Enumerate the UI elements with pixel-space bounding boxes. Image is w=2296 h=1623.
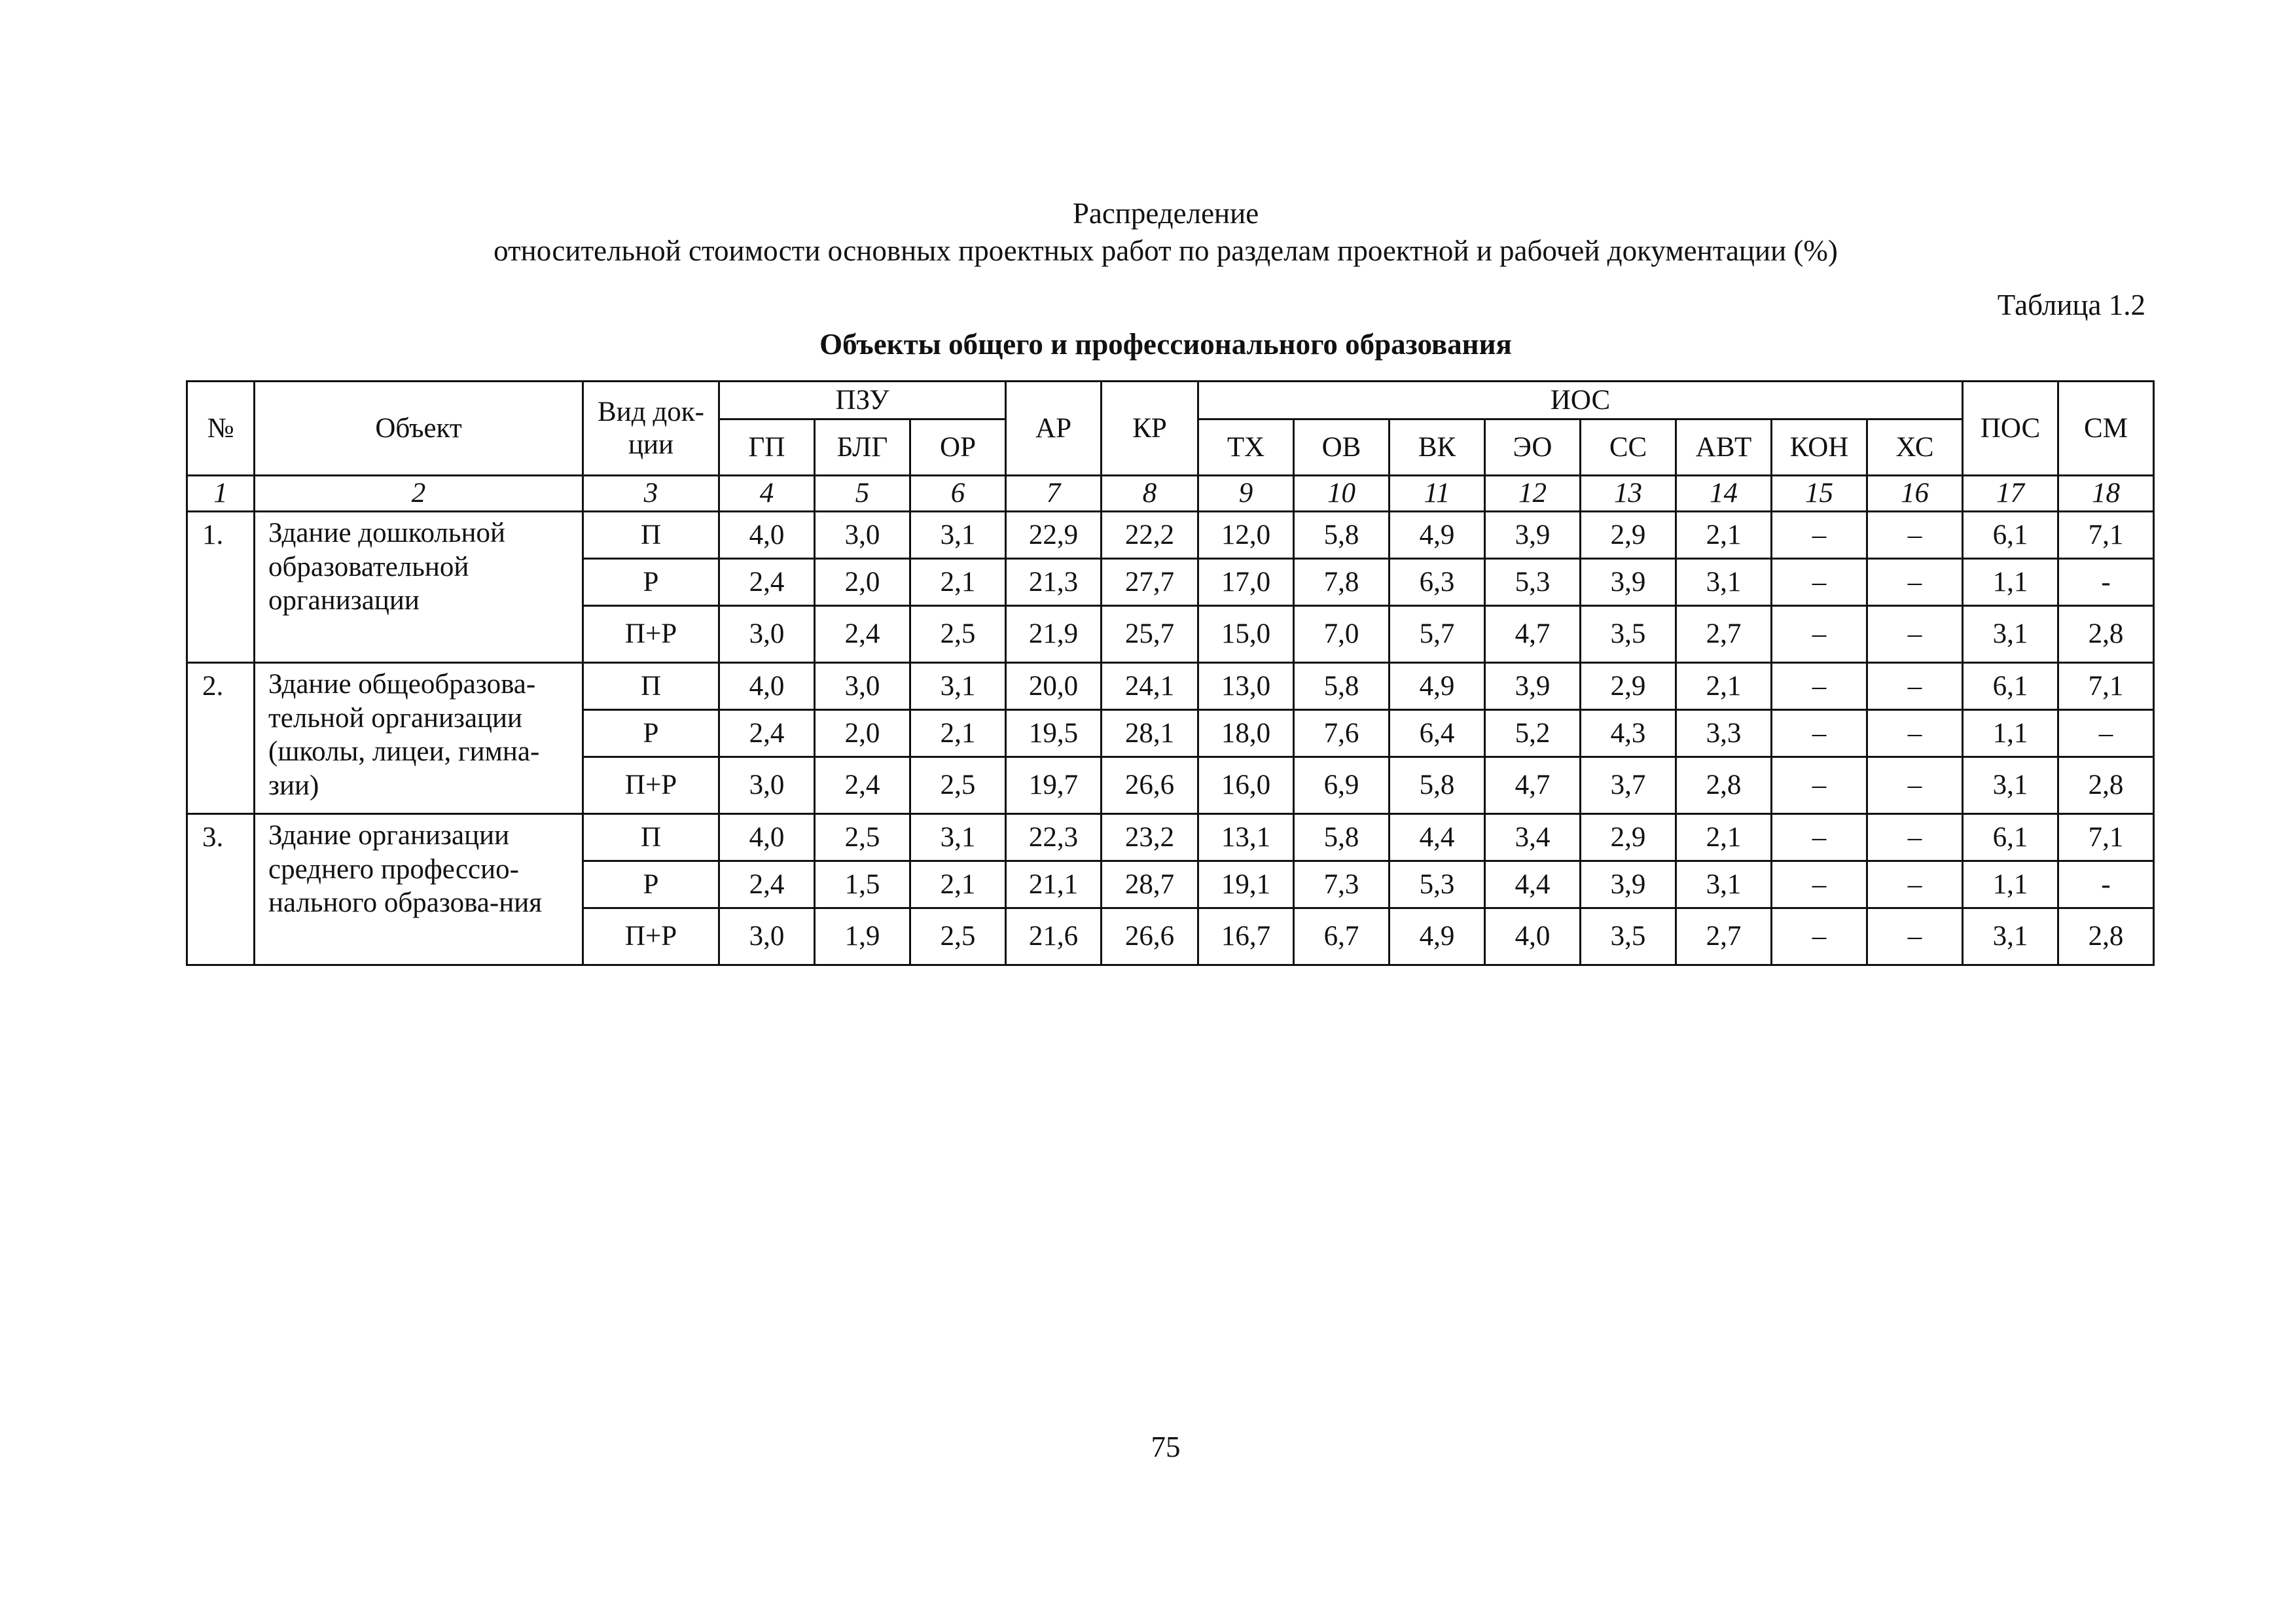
doc-type: Р (583, 559, 719, 606)
table-body (187, 382, 2154, 965)
value-cell: 5,3 (1485, 559, 1581, 606)
value-cell: 6,7 (1294, 908, 1390, 965)
value-cell: 26,6 (1102, 757, 1198, 814)
value-cell: – (1867, 606, 1963, 663)
header-object: Объект (255, 382, 583, 476)
header-kr: КР (1102, 382, 1198, 476)
header-blg: БЛГ (815, 419, 910, 476)
table-row (187, 512, 2154, 559)
value-cell: 2,5 (910, 606, 1006, 663)
value-cell: 21,1 (1006, 861, 1102, 908)
value-cell: 2,5 (815, 814, 910, 861)
value-cell: – (1867, 861, 1963, 908)
value-cell: 4,9 (1390, 908, 1485, 965)
value-cell: 23,2 (1102, 814, 1198, 861)
value-cell: 2,0 (815, 559, 910, 606)
value-cell: 2,5 (910, 757, 1006, 814)
value-cell: 21,6 (1006, 908, 1102, 965)
value-cell: – (1772, 512, 1867, 559)
value-cell: 4,4 (1485, 861, 1581, 908)
value-cell: 2,4 (815, 757, 910, 814)
value-cell: 2,1 (1676, 663, 1772, 710)
value-cell: 3,0 (719, 908, 815, 965)
column-index: 11 (1390, 476, 1485, 512)
value-cell: 7,6 (1294, 710, 1390, 757)
value-cell: 3,0 (815, 663, 910, 710)
value-cell: 3,5 (1581, 908, 1676, 965)
value-cell: 3,1 (1963, 606, 2058, 663)
value-cell: 3,0 (719, 757, 815, 814)
value-cell: – (2058, 710, 2154, 757)
table-title: Объекты общего и профессионального образования (819, 328, 1512, 361)
value-cell: 6,3 (1390, 559, 1485, 606)
value-cell: 4,0 (719, 814, 815, 861)
row-number: 3. (187, 814, 255, 965)
header-ov: ОВ (1294, 419, 1390, 476)
value-cell: 4,7 (1485, 757, 1581, 814)
column-index-row (187, 476, 2154, 512)
value-cell: 3,0 (719, 606, 815, 663)
value-cell: 3,1 (910, 814, 1006, 861)
value-cell: 5,2 (1485, 710, 1581, 757)
value-cell: 3,1 (1676, 861, 1772, 908)
column-index: 17 (1963, 476, 2058, 512)
value-cell: 2,8 (2058, 757, 2154, 814)
value-cell: 5,7 (1390, 606, 1485, 663)
header-vk: ВК (1390, 419, 1485, 476)
header-no: № (187, 382, 255, 476)
heading-line-1: Распределение (1072, 197, 1259, 230)
table-row (187, 663, 2154, 710)
value-cell: 12,0 (1198, 512, 1294, 559)
column-index: 14 (1676, 476, 1772, 512)
value-cell: 6,9 (1294, 757, 1390, 814)
value-cell: 6,1 (1963, 512, 2058, 559)
column-index: 10 (1294, 476, 1390, 512)
value-cell: 7,1 (2058, 512, 2154, 559)
column-index: 16 (1867, 476, 1963, 512)
value-cell: 4,0 (719, 663, 815, 710)
doc-type: П+Р (583, 757, 719, 814)
value-cell: 2,0 (815, 710, 910, 757)
value-cell: – (1867, 559, 1963, 606)
header-gp: ГП (719, 419, 815, 476)
column-index: 6 (910, 476, 1006, 512)
value-cell: 2,1 (1676, 512, 1772, 559)
value-cell: 2,8 (1676, 757, 1772, 814)
column-index: 13 (1581, 476, 1676, 512)
header-ss: СС (1581, 419, 1676, 476)
value-cell: - (2058, 861, 2154, 908)
cost-distribution-table-wrapper (186, 380, 2155, 966)
value-cell: 5,8 (1390, 757, 1485, 814)
value-cell: – (1772, 908, 1867, 965)
page-number: 75 (1151, 1431, 1181, 1463)
column-index: 7 (1006, 476, 1102, 512)
value-cell: 2,4 (719, 559, 815, 606)
value-cell: 6,1 (1963, 814, 2058, 861)
value-cell: 3,0 (815, 512, 910, 559)
value-cell: 21,3 (1006, 559, 1102, 606)
column-index: 4 (719, 476, 815, 512)
value-cell: – (1867, 512, 1963, 559)
value-cell: 3,4 (1485, 814, 1581, 861)
value-cell: 3,1 (1963, 757, 2058, 814)
value-cell: 5,3 (1390, 861, 1485, 908)
value-cell: 3,5 (1581, 606, 1676, 663)
header-sm: СМ (2058, 382, 2154, 476)
value-cell: – (1867, 710, 1963, 757)
object-name: Здание дошкольной образовательной организации (255, 512, 583, 663)
header-or: ОР (910, 419, 1006, 476)
row-number: 1. (187, 512, 255, 663)
value-cell: 27,7 (1102, 559, 1198, 606)
value-cell: 22,3 (1006, 814, 1102, 861)
value-cell: 4,9 (1390, 512, 1485, 559)
value-cell: 3,9 (1485, 663, 1581, 710)
value-cell: – (1867, 908, 1963, 965)
value-cell: 7,8 (1294, 559, 1390, 606)
column-index: 8 (1102, 476, 1198, 512)
doc-type: Р (583, 710, 719, 757)
header-kon: КОН (1772, 419, 1867, 476)
value-cell: 25,7 (1102, 606, 1198, 663)
value-cell: 4,9 (1390, 663, 1485, 710)
column-index: 2 (255, 476, 583, 512)
value-cell: 28,1 (1102, 710, 1198, 757)
value-cell: 3,1 (910, 663, 1006, 710)
doc-type: П (583, 512, 719, 559)
value-cell: 2,8 (2058, 606, 2154, 663)
header-pzu: ПЗУ (719, 382, 1006, 419)
column-index: 9 (1198, 476, 1294, 512)
value-cell: 13,0 (1198, 663, 1294, 710)
value-cell: 4,0 (1485, 908, 1581, 965)
value-cell: – (1867, 663, 1963, 710)
table-row (187, 814, 2154, 861)
value-cell: 28,7 (1102, 861, 1198, 908)
value-cell: – (1772, 710, 1867, 757)
value-cell: 2,9 (1581, 814, 1676, 861)
value-cell: 3,9 (1485, 512, 1581, 559)
value-cell: 1,1 (1963, 710, 2058, 757)
value-cell: – (1772, 606, 1867, 663)
table-number: Таблица 1.2 (1997, 289, 2145, 321)
value-cell: 2,4 (815, 606, 910, 663)
value-cell: 3,9 (1581, 559, 1676, 606)
cost-distribution-table (186, 380, 2155, 966)
value-cell: – (1772, 559, 1867, 606)
value-cell: 7,1 (2058, 814, 2154, 861)
value-cell: 5,8 (1294, 512, 1390, 559)
value-cell: 7,0 (1294, 606, 1390, 663)
value-cell: 2,5 (910, 908, 1006, 965)
doc-type: П (583, 814, 719, 861)
value-cell: 2,1 (1676, 814, 1772, 861)
header-eo: ЭО (1485, 419, 1581, 476)
value-cell: 16,0 (1198, 757, 1294, 814)
value-cell: 2,8 (2058, 908, 2154, 965)
value-cell: 2,7 (1676, 606, 1772, 663)
value-cell: 19,5 (1006, 710, 1102, 757)
value-cell: 22,9 (1006, 512, 1102, 559)
value-cell: – (1772, 757, 1867, 814)
value-cell: 1,5 (815, 861, 910, 908)
value-cell: – (1772, 663, 1867, 710)
value-cell: 4,0 (719, 512, 815, 559)
value-cell: 1,1 (1963, 861, 2058, 908)
doc-type: Р (583, 861, 719, 908)
value-cell: 21,9 (1006, 606, 1102, 663)
doc-type: П+Р (583, 606, 719, 663)
value-cell: 7,1 (2058, 663, 2154, 710)
doc-type: П+Р (583, 908, 719, 965)
value-cell: 6,1 (1963, 663, 2058, 710)
value-cell: 2,4 (719, 710, 815, 757)
object-name: Здание общеобразова-тельной организации (школы, лицеи, гимна-зии) (255, 663, 583, 814)
value-cell: 22,2 (1102, 512, 1198, 559)
column-index: 12 (1485, 476, 1581, 512)
row-number: 2. (187, 663, 255, 814)
column-index: 5 (815, 476, 910, 512)
value-cell: 20,0 (1006, 663, 1102, 710)
value-cell: 2,1 (910, 710, 1006, 757)
heading-line-2: относительной стоимости основных проектных работ по разделам проектной и рабочей документации (%) (493, 234, 1838, 267)
value-cell: 1,9 (815, 908, 910, 965)
value-cell: 5,8 (1294, 814, 1390, 861)
header-pos: ПОС (1963, 382, 2058, 476)
value-cell: 4,7 (1485, 606, 1581, 663)
value-cell: 3,7 (1581, 757, 1676, 814)
value-cell: 2,9 (1581, 663, 1676, 710)
value-cell: 19,7 (1006, 757, 1102, 814)
value-cell: 13,1 (1198, 814, 1294, 861)
header-avt: АВТ (1676, 419, 1772, 476)
header-doc-type: Вид док-ции (583, 382, 719, 476)
value-cell: 4,4 (1390, 814, 1485, 861)
value-cell: 26,6 (1102, 908, 1198, 965)
header-hs: ХС (1867, 419, 1963, 476)
value-cell: 3,1 (910, 512, 1006, 559)
value-cell: 15,0 (1198, 606, 1294, 663)
value-cell: – (1772, 861, 1867, 908)
value-cell: 3,3 (1676, 710, 1772, 757)
value-cell: 2,4 (719, 861, 815, 908)
value-cell: - (2058, 559, 2154, 606)
value-cell: 4,3 (1581, 710, 1676, 757)
value-cell: – (1867, 757, 1963, 814)
value-cell: – (1867, 814, 1963, 861)
value-cell: 24,1 (1102, 663, 1198, 710)
value-cell: – (1772, 814, 1867, 861)
value-cell: 2,7 (1676, 908, 1772, 965)
value-cell: 18,0 (1198, 710, 1294, 757)
value-cell: 2,9 (1581, 512, 1676, 559)
doc-type: П (583, 663, 719, 710)
value-cell: 3,1 (1676, 559, 1772, 606)
header-ar: АР (1006, 382, 1102, 476)
value-cell: 7,3 (1294, 861, 1390, 908)
header-th: ТХ (1198, 419, 1294, 476)
header-row-1 (187, 382, 2154, 419)
object-name: Здание организации среднего профессио-нального образова-ния (255, 814, 583, 965)
value-cell: 6,4 (1390, 710, 1485, 757)
value-cell: 17,0 (1198, 559, 1294, 606)
column-index: 15 (1772, 476, 1867, 512)
value-cell: 5,8 (1294, 663, 1390, 710)
column-index: 1 (187, 476, 255, 512)
column-index: 3 (583, 476, 719, 512)
value-cell: 2,1 (910, 559, 1006, 606)
value-cell: 19,1 (1198, 861, 1294, 908)
value-cell: 3,1 (1963, 908, 2058, 965)
value-cell: 1,1 (1963, 559, 2058, 606)
column-index: 18 (2058, 476, 2154, 512)
value-cell: 16,7 (1198, 908, 1294, 965)
value-cell: 3,9 (1581, 861, 1676, 908)
header-ios: ИОС (1198, 382, 1963, 419)
value-cell: 2,1 (910, 861, 1006, 908)
